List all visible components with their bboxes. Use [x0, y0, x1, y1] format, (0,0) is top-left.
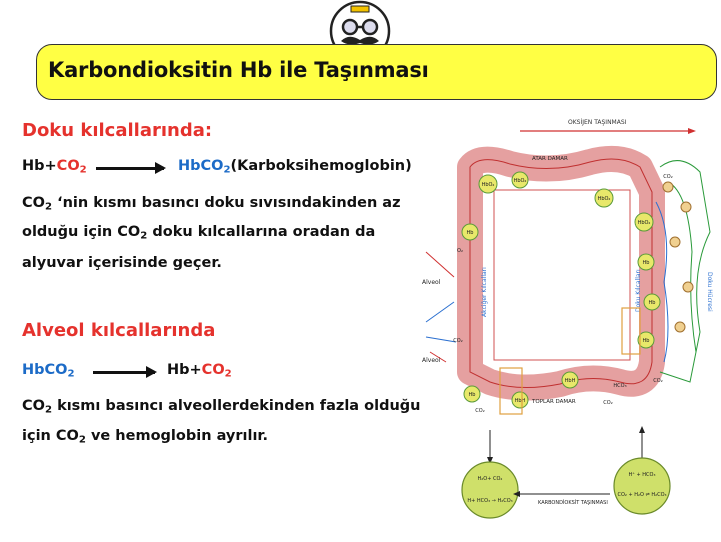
svg-text:CO₂ + H₂O ⇌ H₂CO₃: CO₂ + H₂O ⇌ H₂CO₃: [617, 492, 667, 498]
svg-text:Hb: Hb: [468, 392, 476, 398]
alveol-reaction-reactant: HbCO$_2$: [22, 362, 75, 380]
svg-text:HbH: HbH: [514, 398, 526, 404]
alveol-reaction-arrow: [93, 371, 155, 374]
svg-text:Akciğer Kılcalları: Akciğer Kılcalları: [481, 267, 488, 317]
alveol-text-line-1: $CO_2$ kısmı basıncı alveollerdekinden fazla olduğu: [22, 398, 421, 416]
svg-text:KARBONDİOKSİT TAŞINMASI: KARBONDİOKSİT TAŞINMASI: [538, 500, 608, 506]
svg-text:HbO₂: HbO₂: [513, 178, 527, 184]
alveol-heading: Alveol kılcallarında: [22, 320, 216, 341]
svg-text:Hb: Hb: [466, 230, 474, 236]
svg-text:HbO₂: HbO₂: [597, 196, 611, 202]
doku-reaction-arrow: [96, 167, 164, 170]
svg-text:CO₂: CO₂: [475, 408, 485, 414]
page-title: Karbondioksitin Hb ile Taşınması: [48, 58, 429, 82]
alveol-reaction-product: $Hb+CO_2$: [167, 362, 232, 380]
svg-text:CO₂: CO₂: [453, 338, 463, 344]
svg-text:HbO₂: HbO₂: [481, 182, 495, 188]
doku-text-line-2: olduğu için $CO_2$ doku kılcallarına oradan da: [22, 224, 376, 242]
doku-text-line-1: $CO_2$ ‘nin kısmı basıncı doku sıvısındakinden az: [22, 195, 401, 213]
doku-reaction-product: HbCO$_2$(Karboksihemoglobin): [178, 158, 412, 176]
svg-text:H₂O+ CO₂: H₂O+ CO₂: [477, 476, 503, 482]
svg-text:O₂: O₂: [457, 248, 463, 254]
svg-text:Hb: Hb: [642, 260, 650, 266]
svg-text:Hb: Hb: [642, 338, 650, 344]
oksijen-label: OKSİJEN TAŞINMASI: [568, 119, 627, 126]
svg-text:CO₂: CO₂: [653, 378, 663, 384]
svg-text:Hb: Hb: [648, 300, 656, 306]
doku-text-line-3: alyuvar içerisinde geçer.: [22, 255, 222, 271]
doku-reaction-reactant: $Hb+CO_2$: [22, 158, 87, 176]
svg-text:HbH: HbH: [564, 378, 576, 384]
svg-text:Alveol: Alveol: [422, 357, 441, 364]
svg-text:TOPLAR DAMAR: TOPLAR DAMAR: [532, 399, 576, 405]
svg-text:CO₂: CO₂: [663, 174, 673, 180]
svg-text:HbO₂: HbO₂: [637, 220, 651, 226]
svg-text:H+ HCO₃ → H₂CO₃: H+ HCO₃ → H₂CO₃: [467, 498, 513, 504]
svg-text:CO₂: CO₂: [603, 400, 613, 406]
svg-text:Doku Hücresi: Doku Hücresi: [706, 272, 713, 312]
alveol-text-line-2: için $CO_2$ ve hemoglobin ayrılır.: [22, 428, 269, 446]
svg-text:Alveol: Alveol: [422, 279, 441, 286]
svg-text:H⁺ + HCO₃: H⁺ + HCO₃: [628, 472, 656, 478]
gas-transport-diagram: [420, 112, 721, 542]
svg-text:HCO₃: HCO₃: [613, 383, 627, 389]
doku-heading: Doku kılcallarında:: [22, 120, 213, 141]
svg-text:Doku Kılcalları: Doku Kılcalları: [635, 269, 642, 312]
svg-text:ATAR DAMAR: ATAR DAMAR: [532, 156, 568, 162]
